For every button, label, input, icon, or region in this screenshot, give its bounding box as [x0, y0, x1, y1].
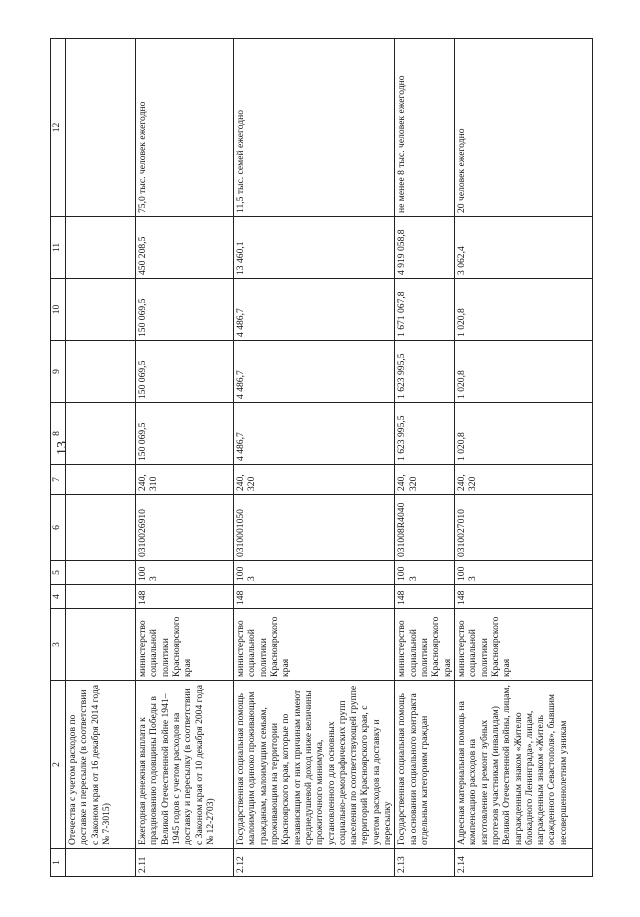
amount-total: 4 919 058,8 — [395, 217, 455, 279]
grbs-code: 148 — [136, 585, 234, 609]
grbs-code — [66, 585, 136, 609]
column-header: 12 — [51, 39, 66, 217]
responsible-org: министерство социальной политики Красноярского края — [136, 609, 234, 681]
amount-year-2: 150 069,5 — [136, 341, 234, 403]
expected-result — [66, 39, 136, 217]
expected-result: 20 человек ежегодно — [454, 39, 592, 217]
amount-year-3: 150 069,5 — [136, 279, 234, 341]
column-number-row — [51, 39, 66, 877]
amount-total — [66, 217, 136, 279]
responsible-org — [66, 609, 136, 681]
measure-name: Адресная материальная помощь на компенсацию расходов на изготовление и ремонт зубных протезов участникам (инвалидам) Великой Отечественной войны, лицам, награжденным знаком «Жителю блокадного Ленинграда», лицам, награжденным знаком «Житель осажденного Севастополя», бывшим несовершеннолетним узникам — [454, 681, 592, 849]
amount-total: 13 460,1 — [234, 217, 395, 279]
amount-year-2: 1 020,8 — [454, 341, 592, 403]
expected-result: 11,5 тыс. семей ежегодно — [234, 39, 395, 217]
row-number: 2.11 — [136, 849, 234, 877]
grbs-code: 148 — [454, 585, 592, 609]
page-number: 13 — [55, 441, 70, 455]
program-table — [50, 38, 593, 877]
amount-year-3 — [66, 279, 136, 341]
expense-type-code: 240, 320 — [395, 465, 455, 495]
expected-result: не менее 8 тыс. человек ежегодно — [395, 39, 455, 217]
measure-name: Государственная социальная помощь на основании социального контракта отдельным категориям граждан — [395, 681, 455, 849]
column-header: 8 — [51, 403, 66, 465]
amount-year-2 — [66, 341, 136, 403]
column-header: 3 — [51, 609, 66, 681]
target-article-code: 031008R4040 — [395, 495, 455, 561]
amount-year-2: 4 486,7 — [234, 341, 395, 403]
column-header: 6 — [51, 495, 66, 561]
table-row — [66, 39, 136, 877]
column-header: 2 — [51, 681, 66, 849]
section-code — [66, 561, 136, 585]
column-header: 9 — [51, 341, 66, 403]
section-code: 1003 — [234, 561, 395, 585]
expense-type-code: 240, 310 — [136, 465, 234, 495]
row-number: 2.12 — [234, 849, 395, 877]
section-code: 1003 — [136, 561, 234, 585]
expense-type-code — [66, 465, 136, 495]
measure-name: Отечества с учетом расходов по доставке и пересылке (в соответствии с Законом края от 16 декабря 2014 года № 7-3015) — [66, 681, 136, 849]
section-code: 1003 — [395, 561, 455, 585]
amount-total: 450 208,5 — [136, 217, 234, 279]
column-header: 1 — [51, 849, 66, 877]
target-article-code: 0310027010 — [454, 495, 592, 561]
responsible-org: министерство социальной политики Красноярского края — [395, 609, 455, 681]
column-header: 7 — [51, 465, 66, 495]
column-header: 10 — [51, 279, 66, 341]
amount-year-3: 1 020,8 — [454, 279, 592, 341]
amount-year-1: 1 623 995,5 — [395, 403, 455, 465]
column-header: 5 — [51, 561, 66, 585]
expected-result: 75,0 тыс. человек ежегодно — [136, 39, 234, 217]
amount-year-1: 4 486,7 — [234, 403, 395, 465]
rotated-table-page — [50, 39, 610, 877]
grbs-code: 148 — [234, 585, 395, 609]
target-article-code — [66, 495, 136, 561]
table-row — [234, 39, 395, 877]
amount-year-1: 150 069,5 — [136, 403, 234, 465]
target-article-code: 0310026910 — [136, 495, 234, 561]
responsible-org: министерство социальной политики Красноярского края — [454, 609, 592, 681]
column-header: 4 — [51, 585, 66, 609]
amount-year-2: 1 623 995,5 — [395, 341, 455, 403]
measure-name: Ежегодная денежная выплата к празднованию годовщины Победы в Великой Отечественной войне 1941–1945 годов с учетом расходов на доставку и пересылку (в соответствии с Законом края от 10 декабря 2004 года № 12-2703) — [136, 681, 234, 849]
amount-year-1: 1 020,8 — [454, 403, 592, 465]
section-code: 1003 — [454, 561, 592, 585]
measure-name: Государственная социальная помощь малоимущим одиноко проживающим гражданам, малоимущим семьям, проживающим на территории Красноярского края, которые по независящим от них причинам имеют среднедушевой доход ниже величины прожиточного минимума, установленного для основных социально-демографических групп населения по соответствующей группе территорий Красноярского края, с учетом расходов на доставку и пересылку — [234, 681, 395, 849]
amount-year-3: 4 486,7 — [234, 279, 395, 341]
row-number: 2.14 — [454, 849, 592, 877]
grbs-code: 148 — [395, 585, 455, 609]
expense-type-code: 240, 320 — [234, 465, 395, 495]
target-article-code: 0310001050 — [234, 495, 395, 561]
amount-year-3: 1 671 067,8 — [395, 279, 455, 341]
amount-total: 3 062,4 — [454, 217, 592, 279]
table-row — [454, 39, 592, 877]
amount-year-1 — [66, 403, 136, 465]
row-number — [66, 849, 136, 877]
row-number: 2.13 — [395, 849, 455, 877]
table-row — [395, 39, 455, 877]
column-header: 11 — [51, 217, 66, 279]
responsible-org: министерство социальной политики Красноярского края — [234, 609, 395, 681]
table-row — [136, 39, 234, 877]
expense-type-code: 240, 320 — [454, 465, 592, 495]
